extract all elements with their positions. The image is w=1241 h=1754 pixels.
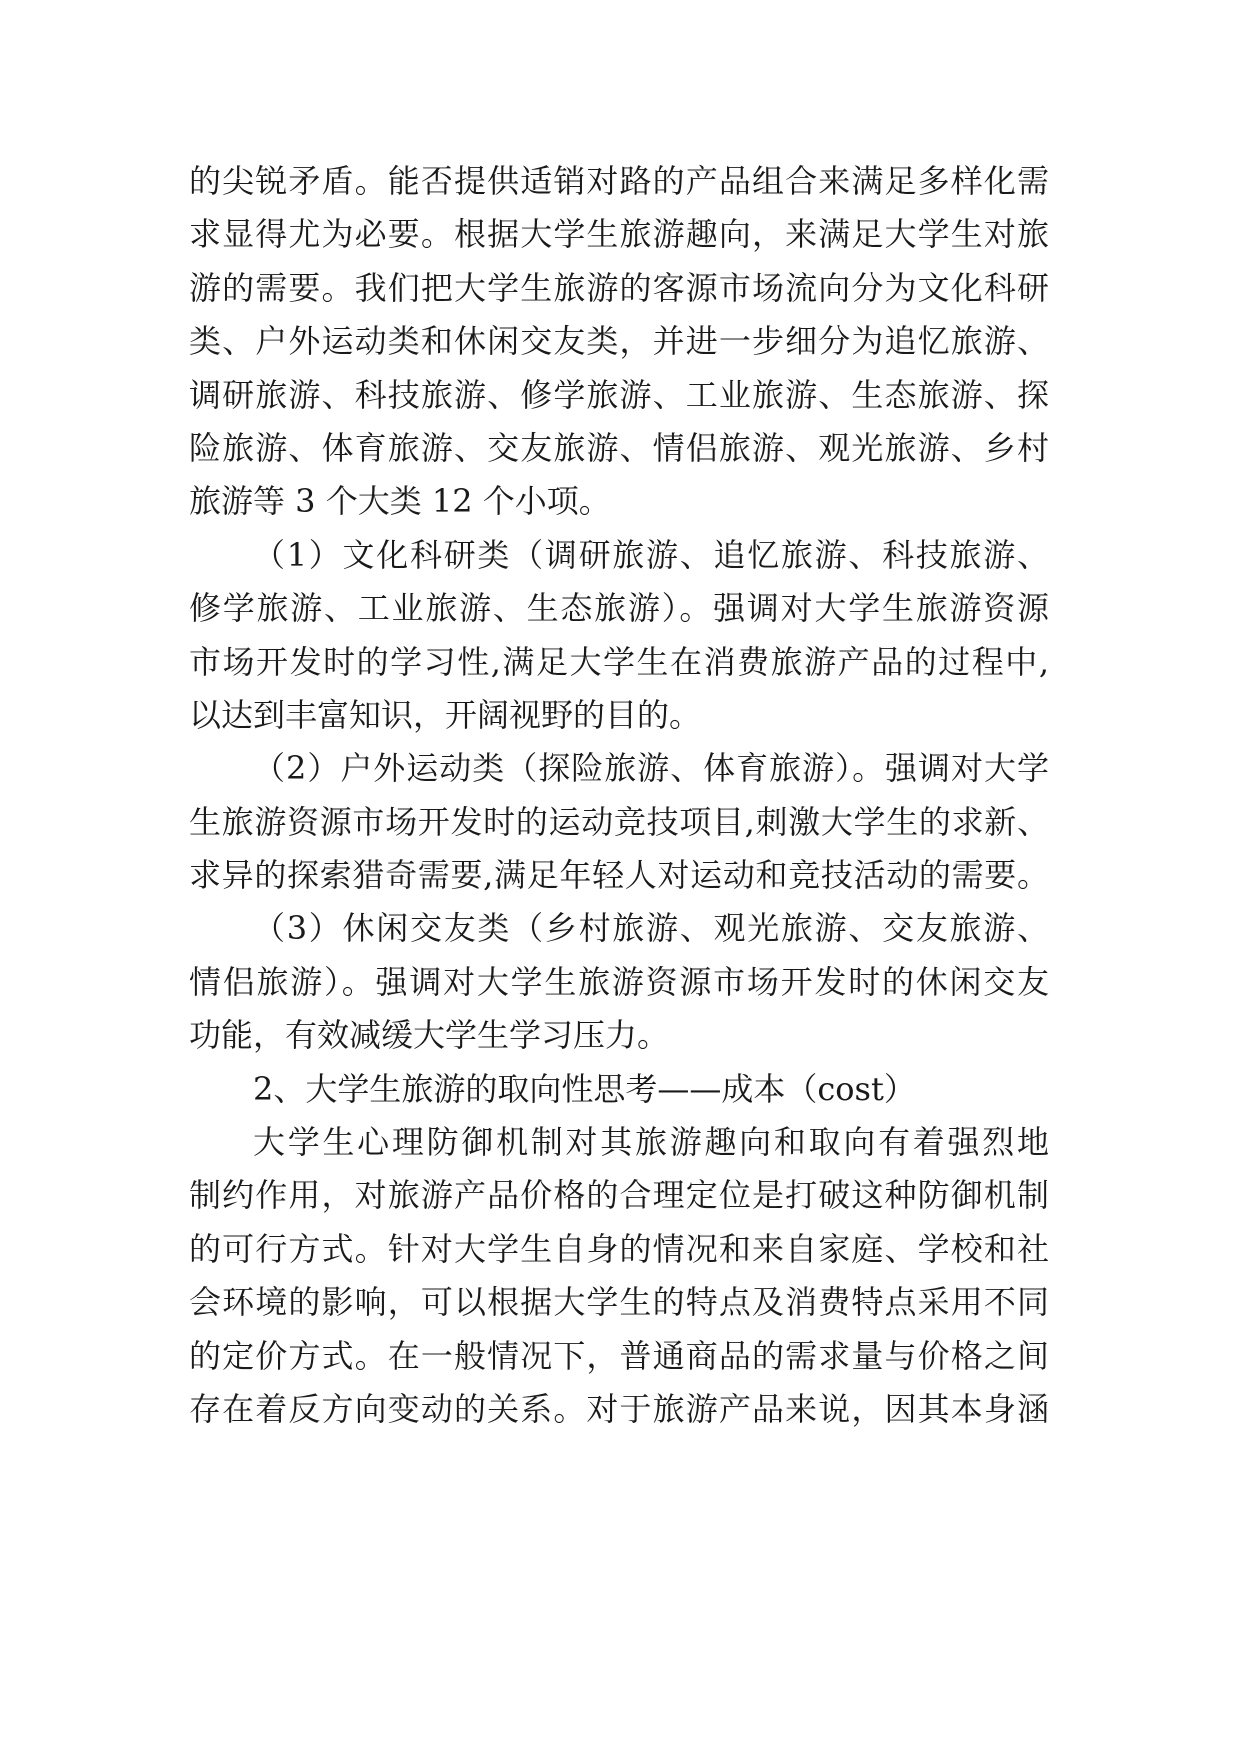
text-line: 存在着反方向变动的关系。对于旅游产品来说，因其本身涵 [189, 1389, 1049, 1428]
paragraph-first-line: （3）休闲交友类（乡村旅游、观光旅游、交友旅游、 [253, 909, 1049, 948]
text-line: 调研旅游、科技旅游、修学旅游、工业旅游、生态旅游、探 [189, 375, 1049, 414]
text-line: 生旅游资源市场开发时的运动竞技项目,刺激大学生的求新、 [189, 802, 1049, 841]
paragraph-first-line: （2）户外运动类（探险旅游、体育旅游）。强调对大学 [253, 749, 1049, 788]
text-line: 修学旅游、工业旅游、生态旅游）。强调对大学生旅游资源 [189, 589, 1049, 628]
paragraph-first-line: （1）文化科研类（调研旅游、追忆旅游、科技旅游、 [253, 535, 1049, 574]
text-line: 的尖锐矛盾。能否提供适销对路的产品组合来满足多样化需 [189, 162, 1049, 200]
paragraph-first-line: 2、大学生旅游的取向性思考——成本（cost） [253, 1069, 916, 1108]
text-line: 以达到丰富知识，开阔视野的目的。 [189, 695, 702, 734]
text-line: 的定价方式。在一般情况下，普通商品的需求量与价格之间 [189, 1336, 1049, 1375]
text-line: 旅游等 3 个大类 12 个小项。 [189, 482, 611, 521]
text-line: 险旅游、体育旅游、交友旅游、情侣旅游、观光旅游、乡村 [189, 428, 1049, 467]
text-line: 功能，有效减缓大学生学习压力。 [189, 1016, 670, 1055]
body-text [189, 155, 1049, 1436]
text-line: 求显得尤为必要。根据大学生旅游趣向，来满足大学生对旅 [189, 215, 1049, 254]
text-line: 游的需要。我们把大学生旅游的客源市场流向分为文化科研 [189, 268, 1049, 307]
text-line: 的可行方式。针对大学生自身的情况和来自家庭、学校和社 [189, 1229, 1049, 1268]
text-line: 情侣旅游）。强调对大学生旅游资源市场开发时的休闲交友 [189, 962, 1049, 1001]
text-line: 类、户外运动类和休闲交友类，并进一步细分为追忆旅游、 [189, 322, 1049, 361]
text-line: 会环境的影响，可以根据大学生的特点及消费特点采用不同 [189, 1283, 1049, 1322]
text-line: 求异的探索猎奇需要,满足年轻人对运动和竞技活动的需要。 [189, 856, 1049, 895]
paragraph-first-line: 大学生心理防御机制对其旅游趣向和取向有着强烈地 [253, 1123, 1049, 1162]
text-line: 市场开发时的学习性,满足大学生在消费旅游产品的过程中, [189, 642, 1049, 681]
text-line: 制约作用，对旅游产品价格的合理定位是打破这种防御机制 [189, 1176, 1049, 1215]
